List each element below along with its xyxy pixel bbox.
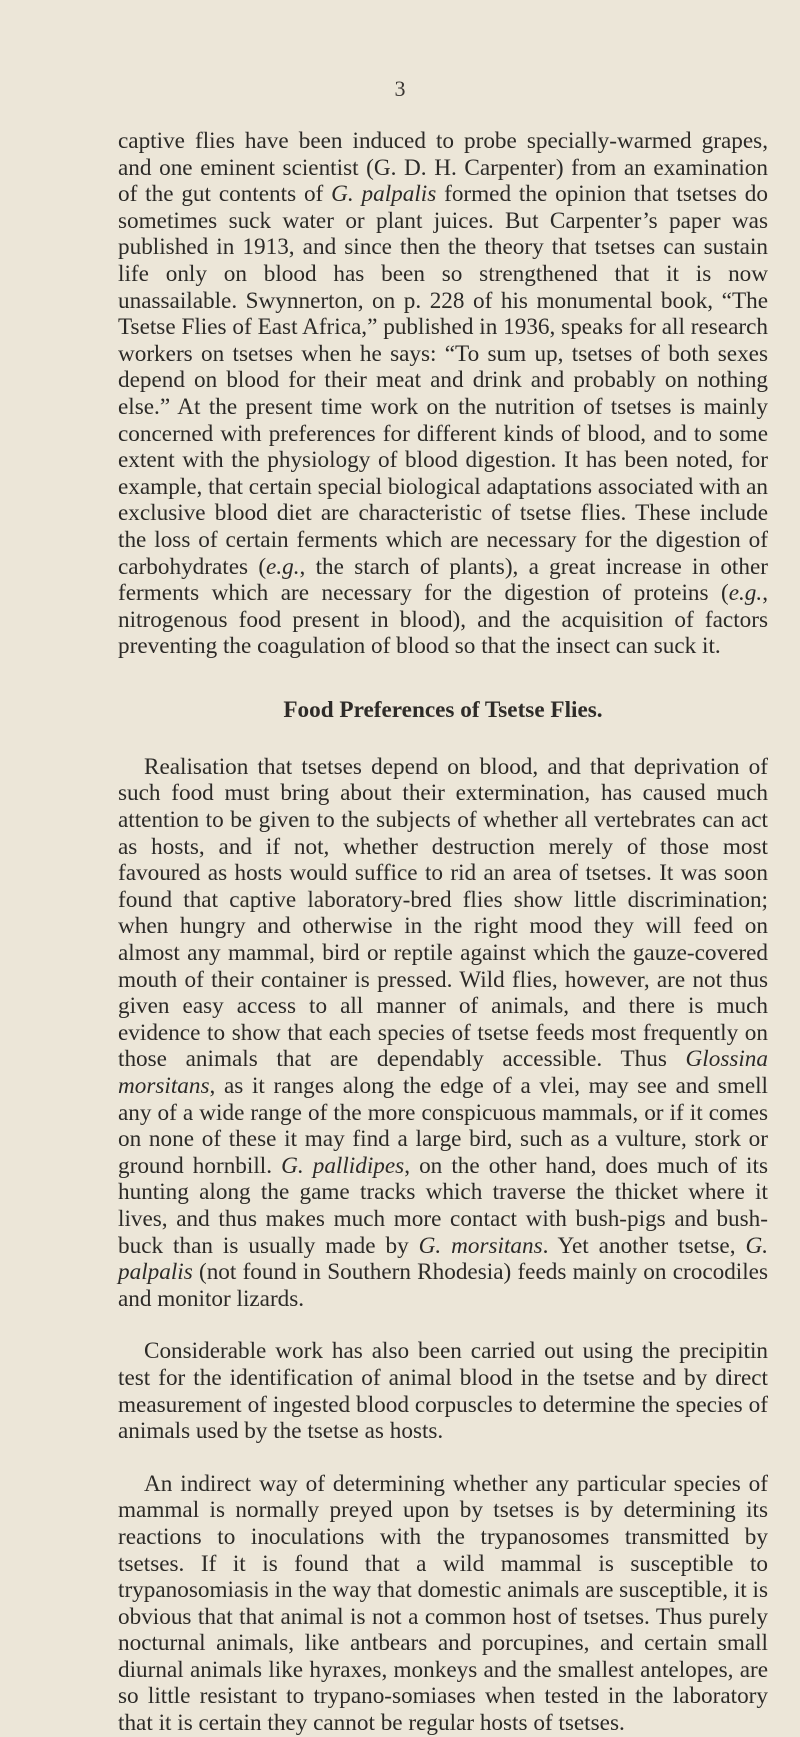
text-run: , on the other hand, does much of its hunting along the game tracks which traverse the thicket where it lives, and thus makes much more contact with bush-pigs and bush-buck than is usually made by	[118, 1152, 768, 1259]
text-run: , as it ranges along the edge of a vlei, may see and smell any of a wide range of the more conspicuous mammals, or if it comes on none of these it may find a large bird, such as a vulture, stork or ground hornbill.	[118, 1073, 768, 1179]
species-name: G. palpalis	[118, 1232, 769, 1286]
paragraph-precipitin-test: Considerable work has also been carried out using the precipitin test for the identification of animal blood in the tsetse and by direct measurement of ingested blood corpuscles to determine the species of animals used by the tsetse as hosts.	[118, 1338, 768, 1445]
text-run: , nitrogenous food present in blood), and the acquisition of factors preventing the coagulation of blood so that the insect can suck it.	[118, 580, 768, 660]
text-run: captive flies have been induced to probe specially-warmed grapes, and one eminent scientist (G. D. H. Carpenter) from an examination of the gut contents of	[118, 128, 768, 208]
paragraph-carpenter	[118, 128, 768, 660]
species-name: Glossina morsitans	[118, 1046, 768, 1099]
species-name: G. pallidipes	[281, 1152, 405, 1179]
page-number: 3	[394, 76, 406, 101]
text-run: Realisation that tsetses depend on blood, and that deprivation of such food must bring about their extermination, has caused much attention to be given to the subjects of whether all vertebrates can act as hosts, and if not, whether destruction merely of those most favoured as hosts would suffice to rid an area of tsetses. It was soon found that captive laboratory-bred flies show little discrimination; when hungry and otherwise in the right mood they will feed on almost any mammal, bird or reptile against which the gauze-covered mouth of their container is pressed. Wild flies, however, are not thus given easy access to all manner of animals, and there is much evidence to show that each species of tsetse feeds most frequently on those animals that are dependably accessible. Thus	[118, 753, 768, 1073]
section-heading: Food Preferences of Tsetse Flies.	[283, 696, 603, 723]
text-run: . Yet another tsetse,	[542, 1232, 746, 1259]
text-run: , the starch of plants), a great increase in other ferments which are necessary for the digestion of proteins (	[118, 553, 768, 607]
abbreviation: e.g.	[266, 553, 300, 580]
body-text	[118, 128, 768, 1737]
species-name: G. morsitans	[418, 1232, 543, 1259]
text-run: (not found in Southern Rhodesia) feeds mainly on crocodiles and monitor lizards.	[118, 1259, 768, 1312]
text-run: formed the opinion that tsetses do sometimes suck water or plant juices. But Carpenter’s paper was published in 1913, and since then the theory that tsetses can sustain life only on blood has been so strengthened that it is now unassailable. Swynnerton, on p. 228 of his monumental book, “The Tsetse Flies of East Africa,” published in 1936, speaks for all research workers on tsetses when he says: “To sum up, tsetses of both sexes depend on blood for their meat and drink and probably on nothing else.” At the present time work on the nutrition of tsetses is mainly concerned with preferences for different kinds of blood, and to some extent with the physiology of blood digestion. It has been noted, for example, that certain special biological adaptations associated with an exclusive blood diet are characteristic of tsetse flies. These include the loss of certain ferments which are necessary for the digestion of carbohydrates (	[118, 181, 768, 580]
paragraph-trypanosome-inoculation: An indirect way of determining whether any particular species of mammal is normally preyed upon by tsetses is by determining its reactions to inoculations with the trypanosomes transmitted by tsetses. If it is found that a wild mammal is susceptible to trypanosomiasis in the way that domestic animals are susceptible, it is obvious that that animal is not a common host of tsetses. Thus purely nocturnal animals, like antbears and porcupines, and certain small diurnal animals like hyraxes, monkeys and the smallest antelopes, are so little resistant to trypano-somiases when tested in the laboratory that it is certain they cannot be regular hosts of tsetses.	[118, 1470, 768, 1737]
paragraph-food-preferences	[118, 754, 768, 1312]
abbreviation: e.g.	[728, 580, 763, 607]
species-name: G. palpalis	[331, 181, 437, 208]
